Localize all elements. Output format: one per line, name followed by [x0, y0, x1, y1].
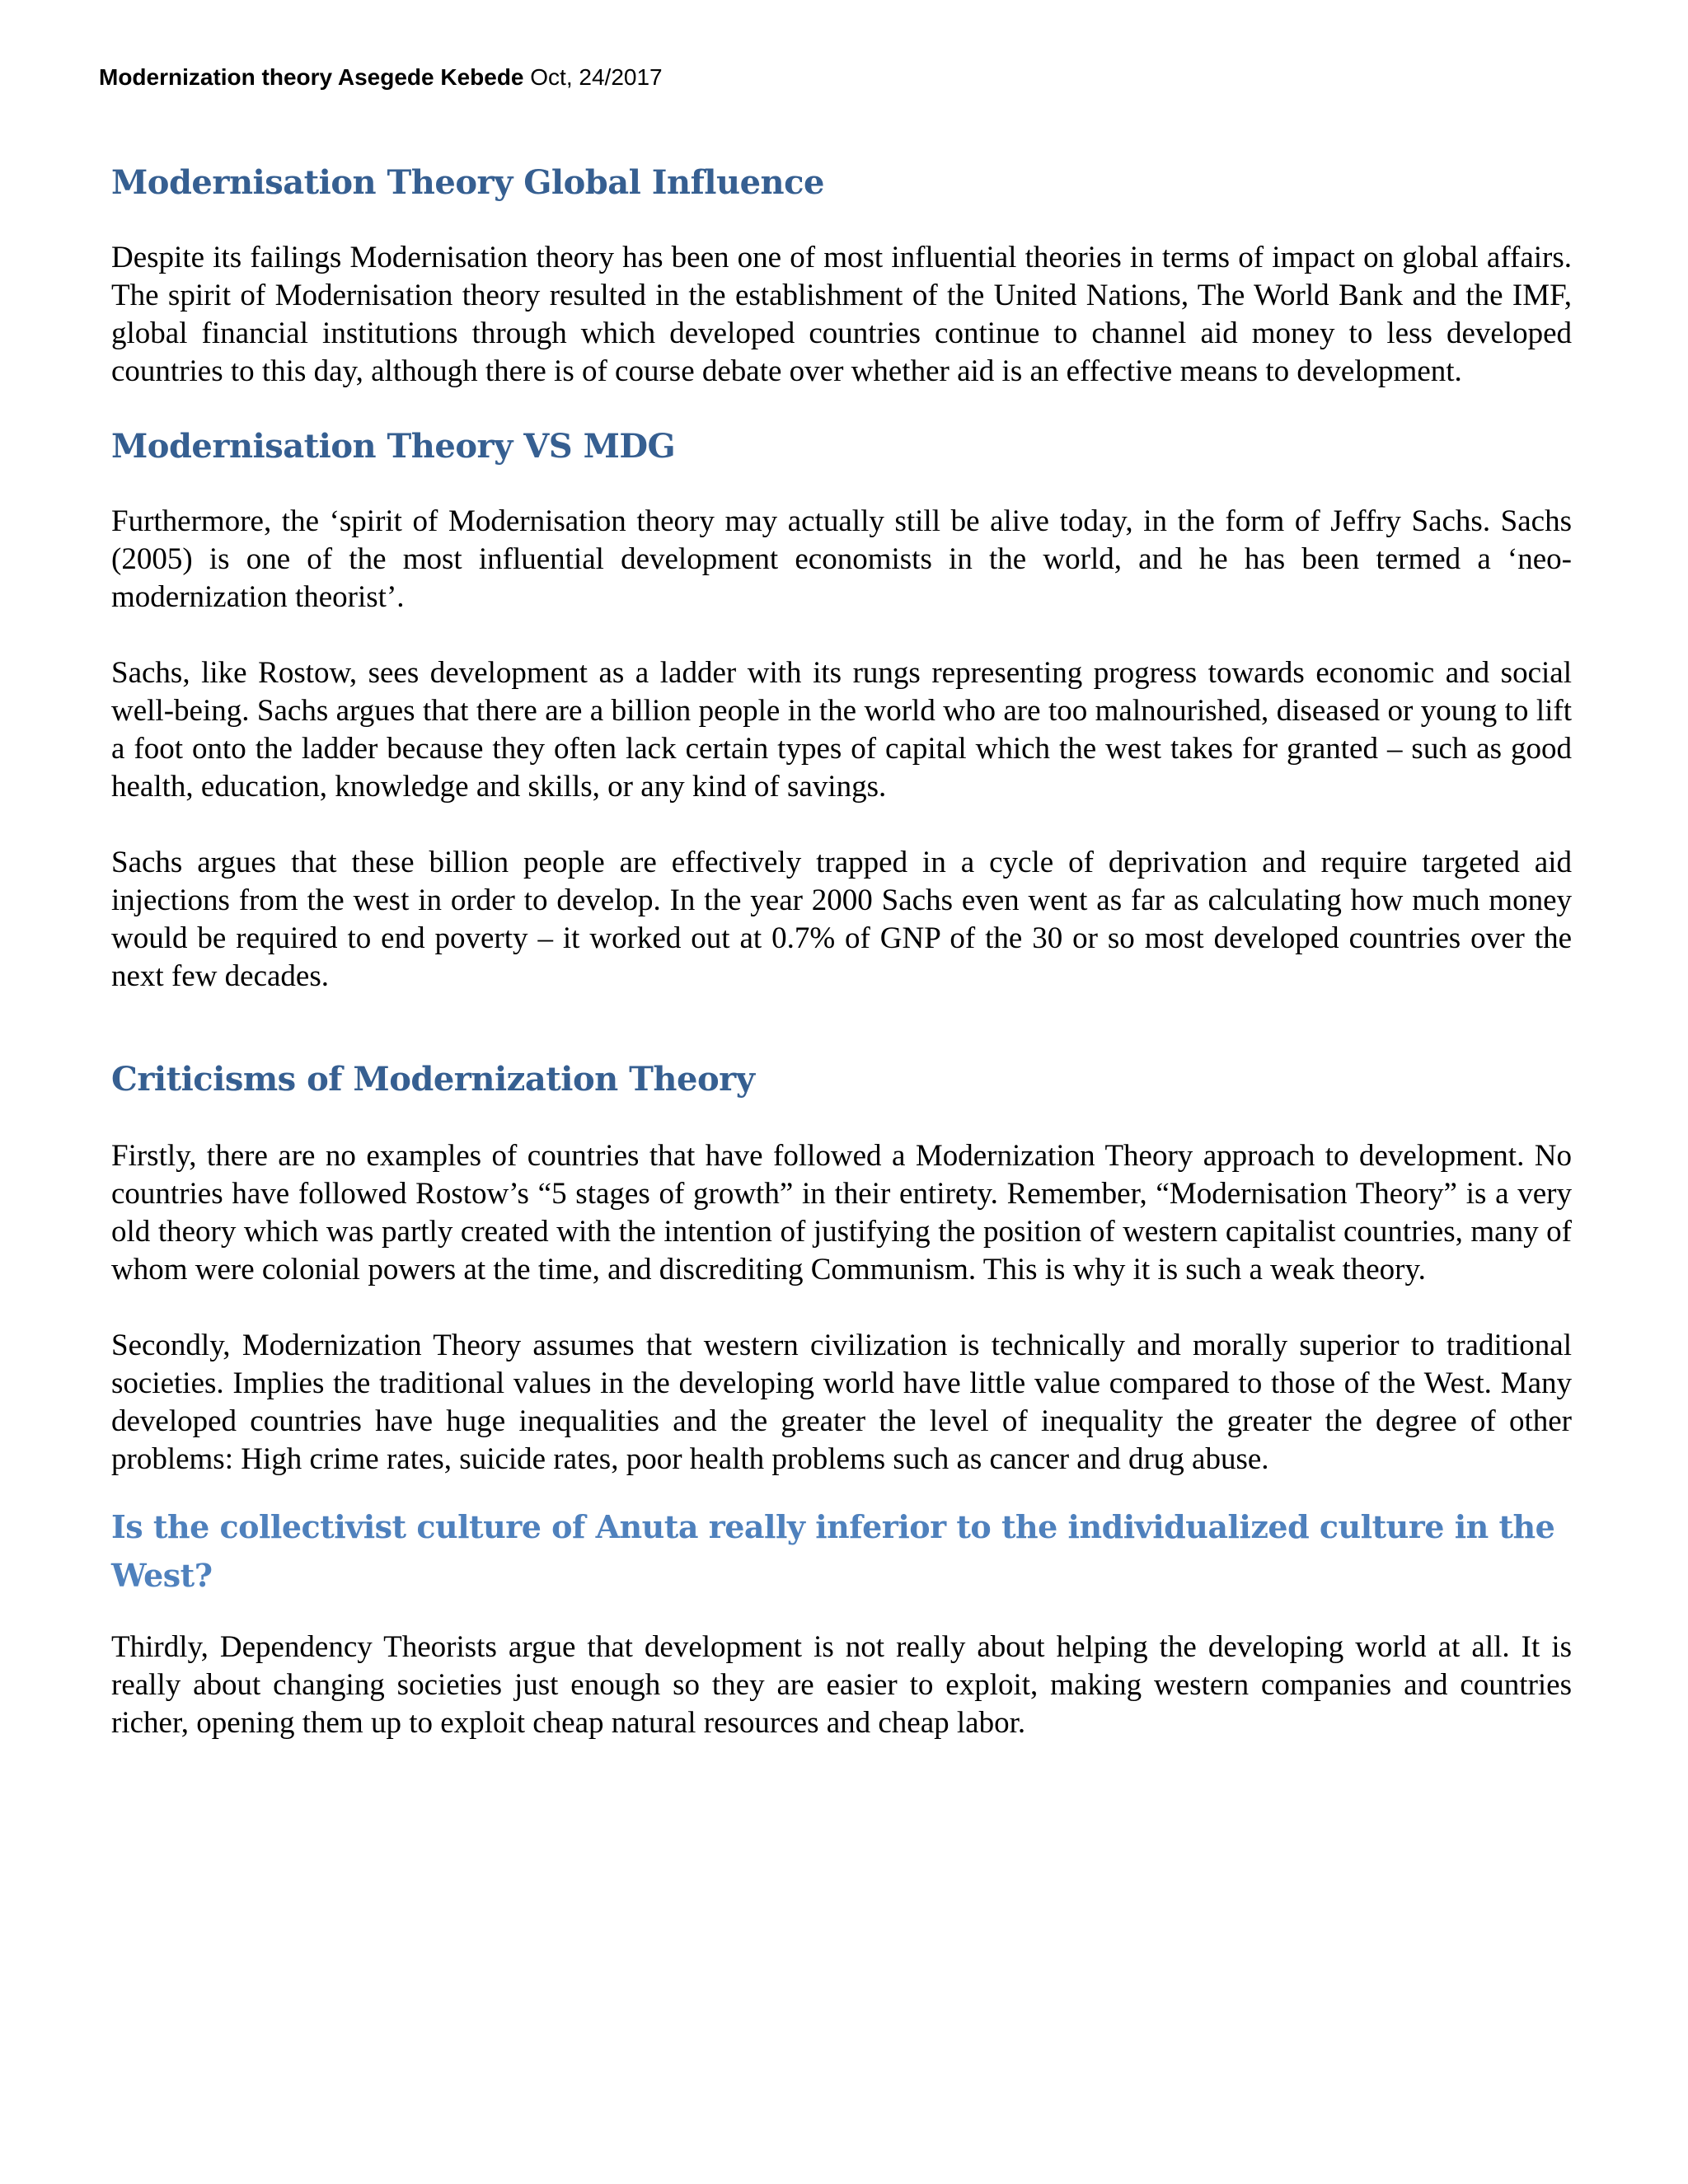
heading-vs-mdg: Modernisation Theory VS MDG: [111, 427, 676, 466]
paragraph: Secondly, Modernization Theory assumes that western civilization is technically and morally superior to traditional societies. Implies the traditional values in the developing world have little value compared to those of the West. Many developed countries have huge inequalities and the greater the level of inequality the greater the degree of other problems: High crime rates, suicide rates, poor health problems such as cancer and drug abuse.: [111, 1329, 1572, 1476]
subheading-anuta-question: Is the collectivist culture of Anuta really inferior to the individualized culture in the West?: [111, 1508, 1555, 1594]
paragraph: Sachs, like Rostow, sees development as a ladder with its rungs representing progress towards economic and social well-being. Sachs argues that there are a billion people in the world who are too malnourished, diseased or young to lift a foot onto the ladder because they often lack certain types of capital which the west takes for granted – such as good health, education, knowledge and skills, or any kind of savings.: [111, 656, 1572, 804]
header-date: Oct, 24/2017: [530, 64, 663, 90]
document-body: [111, 157, 1572, 1742]
heading-criticisms: Criticisms of Modernization Theory: [111, 1060, 755, 1099]
header-author-title: Modernization theory Asegede Kebede: [99, 64, 524, 90]
paragraph: Sachs argues that these billion people are effectively trapped in a cycle of deprivation and require targeted aid injections from the west in order to develop. In the year 2000 Sachs even went as far as calculating how much money would be required to end poverty – it worked out at 0.7% of GNP of the 30 or so most developed countries over the next few decades.: [111, 846, 1572, 993]
running-header: [99, 64, 663, 91]
paragraph: Furthermore, the ‘spirit of Modernisation theory may actually still be alive today, in the form of Jeffry Sachs. Sachs (2005) is one of the most influential development economists in the world, and he has been termed a ‘neo-modernization theorist’.: [111, 504, 1572, 614]
paragraph: Firstly, there are no examples of countries that have followed a Modernization Theory approach to development. No countries have followed Rostow’s “5 stages of growth” in their entirety. Remember, “Modernisation Theory” is a very old theory which was partly created with the intention of justifying the position of western capitalist countries, many of whom were colonial powers at the time, and discrediting Communism. This is why it is such a weak theory.: [111, 1139, 1572, 1286]
heading-global-influence: Modernisation Theory Global Influence: [111, 163, 824, 202]
paragraph: Thirdly, Dependency Theorists argue that development is not really about helping the developing world at all. It is really about changing societies just enough so they are easier to exploit, making western companies and countries richer, opening them up to exploit cheap natural resources and cheap labor.: [111, 1629, 1572, 1740]
paragraph: Despite its failings Modernisation theory has been one of most influential theories in terms of impact on global affairs. The spirit of Modernisation theory resulted in the establishment of the United Nations, The World Bank and the IMF, global financial institutions through which developed countries continue to channel aid money to less developed countries to this day, although there is of course debate over whether aid is an effective means to development.: [111, 241, 1572, 388]
